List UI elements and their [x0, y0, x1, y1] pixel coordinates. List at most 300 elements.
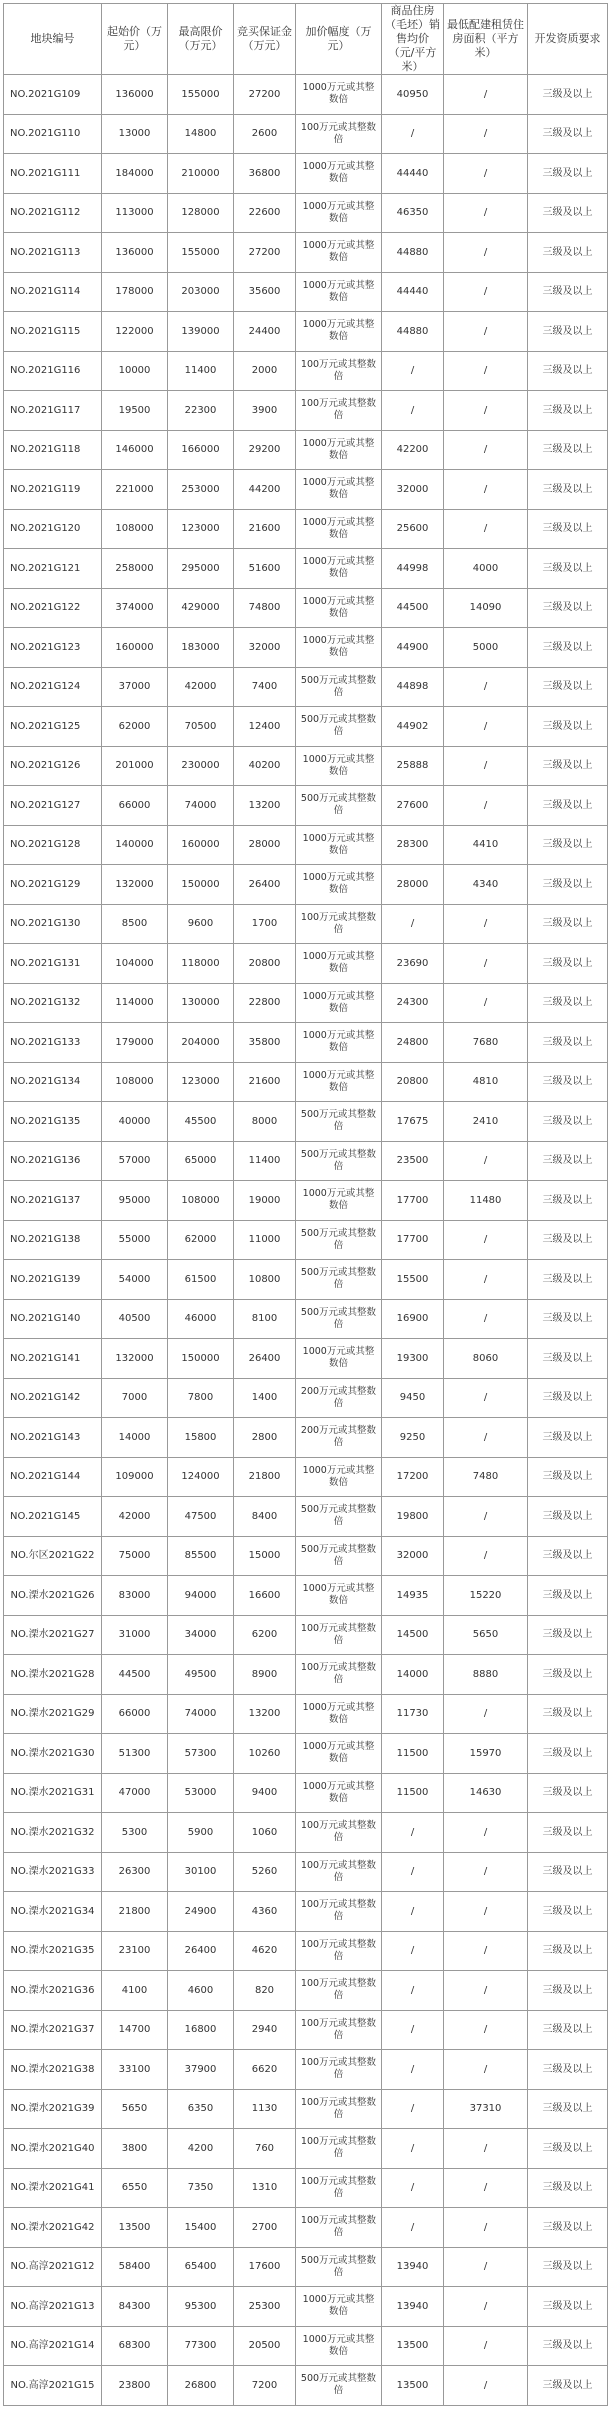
cell-rental-area: /	[444, 944, 528, 984]
table-row	[4, 1931, 608, 1971]
cell-starting-price: 23100	[102, 1931, 168, 1971]
cell-plot-number: NO.2021G120	[4, 509, 102, 549]
cell-plot-number: NO.2021G135	[4, 1102, 102, 1142]
cell-deposit: 2700	[234, 2208, 296, 2248]
cell-starting-price: 19500	[102, 391, 168, 431]
cell-plot-number: NO.溧水2021G40	[4, 2129, 102, 2169]
cell-plot-number: NO.2021G134	[4, 1062, 102, 1102]
cell-max-price: 65400	[168, 2247, 234, 2287]
cell-increment: 1000万元或其整数倍	[296, 1694, 382, 1734]
cell-starting-price: 21800	[102, 1892, 168, 1932]
cell-rental-area: 7480	[444, 1457, 528, 1497]
cell-rental-area: 5650	[444, 1615, 528, 1655]
table-row	[4, 1062, 608, 1102]
cell-max-price: 34000	[168, 1615, 234, 1655]
cell-plot-number: NO.2021G130	[4, 904, 102, 944]
cell-qualification: 三级及以上	[528, 430, 608, 470]
cell-increment: 1000万元或其整数倍	[296, 312, 382, 352]
cell-qualification: 三级及以上	[528, 154, 608, 194]
cell-plot-number: NO.溧水2021G42	[4, 2208, 102, 2248]
cell-avg-sale-price: /	[382, 2168, 444, 2208]
cell-qualification: 三级及以上	[528, 1971, 608, 2011]
cell-deposit: 24400	[234, 312, 296, 352]
cell-deposit: 4620	[234, 1931, 296, 1971]
cell-avg-sale-price: 23690	[382, 944, 444, 984]
cell-deposit: 21800	[234, 1457, 296, 1497]
cell-avg-sale-price: 14500	[382, 1615, 444, 1655]
cell-qualification: 三级及以上	[528, 312, 608, 352]
cell-increment: 200万元或其整数倍	[296, 1418, 382, 1458]
cell-qualification: 三级及以上	[528, 667, 608, 707]
cell-max-price: 183000	[168, 628, 234, 668]
cell-deposit: 820	[234, 1971, 296, 2011]
cell-increment: 1000万元或其整数倍	[296, 746, 382, 786]
cell-avg-sale-price: 25888	[382, 746, 444, 786]
cell-starting-price: 57000	[102, 1141, 168, 1181]
cell-max-price: 155000	[168, 233, 234, 273]
cell-max-price: 9600	[168, 904, 234, 944]
cell-increment: 1000万元或其整数倍	[296, 1734, 382, 1774]
cell-deposit: 2800	[234, 1418, 296, 1458]
cell-qualification: 三级及以上	[528, 1181, 608, 1221]
cell-rental-area: /	[444, 2247, 528, 2287]
cell-max-price: 7800	[168, 1378, 234, 1418]
cell-deposit: 20500	[234, 2326, 296, 2366]
cell-starting-price: 14000	[102, 1418, 168, 1458]
cell-deposit: 40200	[234, 746, 296, 786]
cell-rental-area: /	[444, 2010, 528, 2050]
cell-avg-sale-price: 9250	[382, 1418, 444, 1458]
cell-rental-area: /	[444, 1931, 528, 1971]
cell-qualification: 三级及以上	[528, 2010, 608, 2050]
cell-rental-area: /	[444, 1971, 528, 2011]
table-row	[4, 1141, 608, 1181]
cell-increment: 100万元或其整数倍	[296, 2050, 382, 2090]
cell-qualification: 三级及以上	[528, 2326, 608, 2366]
cell-increment: 500万元或其整数倍	[296, 1102, 382, 1142]
table-header-row	[4, 4, 608, 75]
cell-starting-price: 201000	[102, 746, 168, 786]
cell-max-price: 61500	[168, 1260, 234, 1300]
cell-increment: 1000万元或其整数倍	[296, 193, 382, 233]
cell-max-price: 155000	[168, 75, 234, 115]
cell-qualification: 三级及以上	[528, 2287, 608, 2327]
cell-avg-sale-price: 44898	[382, 667, 444, 707]
table-row	[4, 233, 608, 273]
cell-plot-number: NO.溧水2021G31	[4, 1773, 102, 1813]
cell-avg-sale-price: /	[382, 2010, 444, 2050]
table-row	[4, 1220, 608, 1260]
table-row	[4, 2247, 608, 2287]
cell-rental-area: 11480	[444, 1181, 528, 1221]
cell-rental-area: 15970	[444, 1734, 528, 1774]
cell-starting-price: 68300	[102, 2326, 168, 2366]
cell-plot-number: NO.2021G116	[4, 351, 102, 391]
cell-qualification: 三级及以上	[528, 1576, 608, 1616]
cell-max-price: 429000	[168, 588, 234, 628]
cell-increment: 1000万元或其整数倍	[296, 588, 382, 628]
cell-plot-number: NO.溧水2021G41	[4, 2168, 102, 2208]
cell-deposit: 25300	[234, 2287, 296, 2327]
cell-increment: 500万元或其整数倍	[296, 786, 382, 826]
cell-plot-number: NO.2021G143	[4, 1418, 102, 1458]
cell-increment: 500万元或其整数倍	[296, 1536, 382, 1576]
cell-starting-price: 7000	[102, 1378, 168, 1418]
cell-deposit: 10800	[234, 1260, 296, 1300]
cell-rental-area: /	[444, 430, 528, 470]
cell-plot-number: NO.2021G110	[4, 114, 102, 154]
table-row	[4, 707, 608, 747]
table-row	[4, 1852, 608, 1892]
cell-rental-area: 14630	[444, 1773, 528, 1813]
cell-starting-price: 31000	[102, 1615, 168, 1655]
cell-qualification: 三级及以上	[528, 1062, 608, 1102]
cell-rental-area: /	[444, 1378, 528, 1418]
cell-increment: 1000万元或其整数倍	[296, 272, 382, 312]
cell-avg-sale-price: 44880	[382, 312, 444, 352]
table-row	[4, 588, 608, 628]
cell-qualification: 三级及以上	[528, 193, 608, 233]
cell-max-price: 139000	[168, 312, 234, 352]
cell-qualification: 三级及以上	[528, 1931, 608, 1971]
cell-qualification: 三级及以上	[528, 1260, 608, 1300]
cell-plot-number: NO.2021G122	[4, 588, 102, 628]
table-row	[4, 2366, 608, 2406]
table-row	[4, 193, 608, 233]
cell-increment: 500万元或其整数倍	[296, 1260, 382, 1300]
cell-rental-area: /	[444, 193, 528, 233]
cell-deposit: 1700	[234, 904, 296, 944]
cell-avg-sale-price: /	[382, 351, 444, 391]
cell-avg-sale-price: 14000	[382, 1655, 444, 1695]
cell-max-price: 210000	[168, 154, 234, 194]
cell-avg-sale-price: 9450	[382, 1378, 444, 1418]
cell-rental-area: /	[444, 1813, 528, 1853]
cell-increment: 1000万元或其整数倍	[296, 1773, 382, 1813]
cell-qualification: 三级及以上	[528, 1299, 608, 1339]
cell-plot-number: NO.2021G139	[4, 1260, 102, 1300]
cell-max-price: 37900	[168, 2050, 234, 2090]
cell-increment: 1000万元或其整数倍	[296, 1576, 382, 1616]
cell-increment: 1000万元或其整数倍	[296, 233, 382, 273]
cell-starting-price: 113000	[102, 193, 168, 233]
cell-plot-number: NO.2021G137	[4, 1181, 102, 1221]
cell-plot-number: NO.高淳2021G12	[4, 2247, 102, 2287]
table-row	[4, 1102, 608, 1142]
cell-increment: 100万元或其整数倍	[296, 2168, 382, 2208]
cell-rental-area: 37310	[444, 2089, 528, 2129]
cell-increment: 1000万元或其整数倍	[296, 1062, 382, 1102]
cell-max-price: 53000	[168, 1773, 234, 1813]
cell-qualification: 三级及以上	[528, 509, 608, 549]
cell-increment: 500万元或其整数倍	[296, 707, 382, 747]
cell-qualification: 三级及以上	[528, 351, 608, 391]
cell-plot-number: NO.溧水2021G33	[4, 1852, 102, 1892]
cell-deposit: 6200	[234, 1615, 296, 1655]
cell-avg-sale-price: 19300	[382, 1339, 444, 1379]
cell-rental-area: /	[444, 2208, 528, 2248]
cell-deposit: 5260	[234, 1852, 296, 1892]
cell-max-price: 26400	[168, 1931, 234, 1971]
cell-plot-number: NO.2021G127	[4, 786, 102, 826]
cell-starting-price: 4100	[102, 1971, 168, 2011]
table-row	[4, 983, 608, 1023]
table-row	[4, 1378, 608, 1418]
cell-plot-number: NO.2021G117	[4, 391, 102, 431]
cell-plot-number: NO.2021G140	[4, 1299, 102, 1339]
cell-deposit: 21600	[234, 509, 296, 549]
cell-plot-number: NO.2021G144	[4, 1457, 102, 1497]
cell-max-price: 118000	[168, 944, 234, 984]
cell-starting-price: 108000	[102, 1062, 168, 1102]
cell-plot-number: NO.溧水2021G26	[4, 1576, 102, 1616]
cell-qualification: 三级及以上	[528, 2129, 608, 2169]
cell-rental-area: /	[444, 667, 528, 707]
cell-plot-number: NO.高淳2021G15	[4, 2366, 102, 2406]
cell-starting-price: 75000	[102, 1536, 168, 1576]
cell-increment: 1000万元或其整数倍	[296, 628, 382, 668]
cell-increment: 1000万元或其整数倍	[296, 1023, 382, 1063]
cell-plot-number: NO.溧水2021G39	[4, 2089, 102, 2129]
cell-starting-price: 62000	[102, 707, 168, 747]
cell-plot-number: NO.2021G121	[4, 549, 102, 589]
table-row	[4, 114, 608, 154]
cell-deposit: 74800	[234, 588, 296, 628]
cell-rental-area: /	[444, 2050, 528, 2090]
cell-starting-price: 146000	[102, 430, 168, 470]
cell-qualification: 三级及以上	[528, 1220, 608, 1260]
cell-max-price: 150000	[168, 1339, 234, 1379]
cell-plot-number: NO.溧水2021G30	[4, 1734, 102, 1774]
cell-starting-price: 114000	[102, 983, 168, 1023]
header-increment: 加价幅度（万元）	[296, 4, 382, 75]
cell-qualification: 三级及以上	[528, 1102, 608, 1142]
table-row	[4, 549, 608, 589]
cell-avg-sale-price: 14935	[382, 1576, 444, 1616]
cell-starting-price: 40000	[102, 1102, 168, 1142]
cell-qualification: 三级及以上	[528, 75, 608, 115]
cell-increment: 1000万元或其整数倍	[296, 470, 382, 510]
cell-deposit: 12400	[234, 707, 296, 747]
cell-increment: 500万元或其整数倍	[296, 1220, 382, 1260]
table-row	[4, 312, 608, 352]
cell-avg-sale-price: 17200	[382, 1457, 444, 1497]
table-row	[4, 1892, 608, 1932]
cell-avg-sale-price: /	[382, 1892, 444, 1932]
cell-qualification: 三级及以上	[528, 628, 608, 668]
cell-rental-area: /	[444, 2129, 528, 2169]
cell-rental-area: /	[444, 2287, 528, 2327]
cell-plot-number: NO.2021G109	[4, 75, 102, 115]
cell-avg-sale-price: /	[382, 2089, 444, 2129]
cell-max-price: 253000	[168, 470, 234, 510]
cell-increment: 100万元或其整数倍	[296, 391, 382, 431]
cell-deposit: 35800	[234, 1023, 296, 1063]
cell-increment: 100万元或其整数倍	[296, 2208, 382, 2248]
cell-rental-area: /	[444, 2366, 528, 2406]
cell-qualification: 三级及以上	[528, 588, 608, 628]
cell-max-price: 15800	[168, 1418, 234, 1458]
cell-avg-sale-price: 20800	[382, 1062, 444, 1102]
cell-plot-number: NO.2021G113	[4, 233, 102, 273]
cell-qualification: 三级及以上	[528, 391, 608, 431]
cell-deposit: 760	[234, 2129, 296, 2169]
cell-rental-area: 8060	[444, 1339, 528, 1379]
cell-avg-sale-price: /	[382, 1931, 444, 1971]
cell-max-price: 74000	[168, 786, 234, 826]
cell-max-price: 62000	[168, 1220, 234, 1260]
cell-avg-sale-price: 17700	[382, 1220, 444, 1260]
cell-starting-price: 33100	[102, 2050, 168, 2090]
cell-starting-price: 42000	[102, 1497, 168, 1537]
cell-deposit: 9400	[234, 1773, 296, 1813]
cell-qualification: 三级及以上	[528, 1497, 608, 1537]
cell-max-price: 160000	[168, 825, 234, 865]
header-plot-number: 地块编号	[4, 4, 102, 75]
cell-max-price: 57300	[168, 1734, 234, 1774]
cell-avg-sale-price: 24300	[382, 983, 444, 1023]
cell-increment: 100万元或其整数倍	[296, 1892, 382, 1932]
cell-max-price: 123000	[168, 1062, 234, 1102]
cell-starting-price: 84300	[102, 2287, 168, 2327]
cell-deposit: 8000	[234, 1102, 296, 1142]
cell-qualification: 三级及以上	[528, 1536, 608, 1576]
cell-rental-area: /	[444, 351, 528, 391]
table-row	[4, 865, 608, 905]
cell-rental-area: 4000	[444, 549, 528, 589]
cell-plot-number: NO.2021G126	[4, 746, 102, 786]
cell-max-price: 70500	[168, 707, 234, 747]
cell-starting-price: 10000	[102, 351, 168, 391]
cell-deposit: 29200	[234, 430, 296, 470]
cell-starting-price: 3800	[102, 2129, 168, 2169]
cell-avg-sale-price: 42200	[382, 430, 444, 470]
table-row	[4, 470, 608, 510]
cell-plot-number: NO.2021G129	[4, 865, 102, 905]
cell-rental-area: 5000	[444, 628, 528, 668]
cell-qualification: 三级及以上	[528, 865, 608, 905]
cell-deposit: 2000	[234, 351, 296, 391]
table-row	[4, 1576, 608, 1616]
cell-plot-number: NO.2021G138	[4, 1220, 102, 1260]
cell-rental-area: 4340	[444, 865, 528, 905]
cell-increment: 100万元或其整数倍	[296, 114, 382, 154]
cell-deposit: 11000	[234, 1220, 296, 1260]
cell-plot-number: NO.溧水2021G34	[4, 1892, 102, 1932]
cell-increment: 500万元或其整数倍	[296, 1141, 382, 1181]
cell-qualification: 三级及以上	[528, 707, 608, 747]
table-row	[4, 509, 608, 549]
cell-qualification: 三级及以上	[528, 1852, 608, 1892]
cell-plot-number: NO.2021G115	[4, 312, 102, 352]
cell-avg-sale-price: 44998	[382, 549, 444, 589]
cell-avg-sale-price: 13940	[382, 2247, 444, 2287]
cell-max-price: 30100	[168, 1852, 234, 1892]
cell-deposit: 8900	[234, 1655, 296, 1695]
cell-deposit: 17600	[234, 2247, 296, 2287]
cell-rental-area: /	[444, 2168, 528, 2208]
cell-increment: 1000万元或其整数倍	[296, 154, 382, 194]
cell-starting-price: 6550	[102, 2168, 168, 2208]
table-row	[4, 1536, 608, 1576]
cell-deposit: 28000	[234, 825, 296, 865]
cell-starting-price: 5650	[102, 2089, 168, 2129]
cell-deposit: 4360	[234, 1892, 296, 1932]
table-row	[4, 2208, 608, 2248]
cell-max-price: 230000	[168, 746, 234, 786]
table-row	[4, 430, 608, 470]
cell-rental-area: 7680	[444, 1023, 528, 1063]
cell-max-price: 128000	[168, 193, 234, 233]
cell-avg-sale-price: 23500	[382, 1141, 444, 1181]
cell-deposit: 44200	[234, 470, 296, 510]
cell-starting-price: 122000	[102, 312, 168, 352]
cell-max-price: 47500	[168, 1497, 234, 1537]
cell-avg-sale-price: 44900	[382, 628, 444, 668]
cell-avg-sale-price: /	[382, 391, 444, 431]
cell-qualification: 三级及以上	[528, 1694, 608, 1734]
cell-max-price: 295000	[168, 549, 234, 589]
cell-max-price: 4600	[168, 1971, 234, 2011]
cell-max-price: 16800	[168, 2010, 234, 2050]
header-qualification: 开发资质要求	[528, 4, 608, 75]
cell-qualification: 三级及以上	[528, 2366, 608, 2406]
cell-increment: 1000万元或其整数倍	[296, 75, 382, 115]
cell-deposit: 19000	[234, 1181, 296, 1221]
cell-avg-sale-price: 44440	[382, 154, 444, 194]
table-row	[4, 904, 608, 944]
table-row	[4, 628, 608, 668]
cell-deposit: 2600	[234, 114, 296, 154]
cell-qualification: 三级及以上	[528, 2089, 608, 2129]
cell-rental-area: /	[444, 904, 528, 944]
cell-rental-area: 14090	[444, 588, 528, 628]
cell-increment: 200万元或其整数倍	[296, 1378, 382, 1418]
cell-qualification: 三级及以上	[528, 114, 608, 154]
cell-plot-number: NO.2021G131	[4, 944, 102, 984]
cell-max-price: 11400	[168, 351, 234, 391]
cell-plot-number: NO.2021G118	[4, 430, 102, 470]
cell-deposit: 1400	[234, 1378, 296, 1418]
cell-avg-sale-price: 32000	[382, 470, 444, 510]
cell-max-price: 26800	[168, 2366, 234, 2406]
cell-avg-sale-price: /	[382, 2208, 444, 2248]
cell-deposit: 22800	[234, 983, 296, 1023]
cell-starting-price: 160000	[102, 628, 168, 668]
cell-avg-sale-price: /	[382, 904, 444, 944]
cell-plot-number: NO.2021G112	[4, 193, 102, 233]
header-max-price: 最高限价（万元）	[168, 4, 234, 75]
cell-max-price: 46000	[168, 1299, 234, 1339]
cell-max-price: 74000	[168, 1694, 234, 1734]
cell-avg-sale-price: 19800	[382, 1497, 444, 1537]
cell-starting-price: 37000	[102, 667, 168, 707]
cell-deposit: 3900	[234, 391, 296, 431]
cell-avg-sale-price: 28000	[382, 865, 444, 905]
cell-increment: 1000万元或其整数倍	[296, 944, 382, 984]
cell-rental-area: /	[444, 1141, 528, 1181]
cell-qualification: 三级及以上	[528, 1339, 608, 1379]
cell-max-price: 124000	[168, 1457, 234, 1497]
cell-rental-area: /	[444, 1536, 528, 1576]
cell-deposit: 51600	[234, 549, 296, 589]
cell-plot-number: NO.2021G114	[4, 272, 102, 312]
cell-plot-number: NO.尔区2021G22	[4, 1536, 102, 1576]
table-row	[4, 825, 608, 865]
cell-avg-sale-price: 17700	[382, 1181, 444, 1221]
header-starting-price: 起始价（万元）	[102, 4, 168, 75]
cell-starting-price: 44500	[102, 1655, 168, 1695]
